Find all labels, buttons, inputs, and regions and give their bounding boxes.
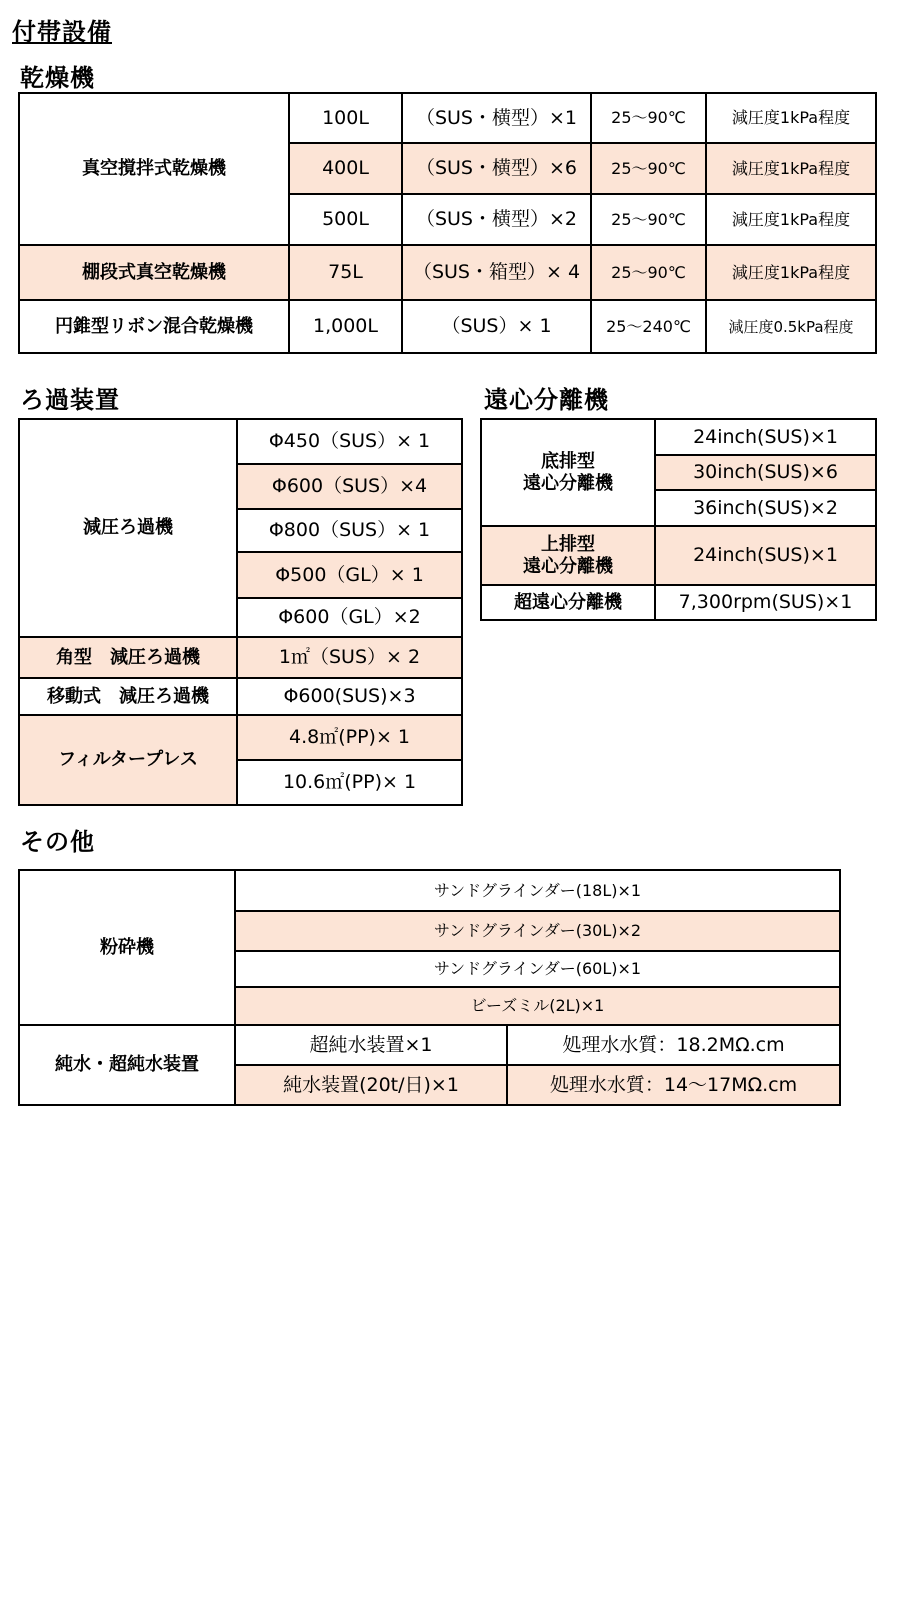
dryer-spec: （SUS・横型）×6 (402, 143, 591, 194)
mill-spec: ビーズミル(2L)×1 (235, 987, 840, 1025)
mobile-filter-name: 移動式 減圧ろ過機 (19, 678, 237, 715)
water-device: 純水装置(20t/日)×1 (235, 1065, 507, 1105)
dryer-spec: （SUS・横型）×2 (402, 194, 591, 245)
dryer-capacity: 400L (289, 143, 402, 194)
dryer-name-conical-ribbon: 円錐型リボン混合乾燥機 (19, 300, 289, 353)
name-line: 遠心分離機 (523, 472, 613, 494)
filter-press-name: フィルタープレス (19, 715, 237, 805)
centrifuge-spec: 30inch(SUS)×6 (655, 455, 876, 490)
centrifuge-spec: 36inch(SUS)×2 (655, 490, 876, 526)
ultracentrifuge-name: 超遠心分離機 (481, 585, 655, 620)
filter-spec: Φ600(SUS)×3 (237, 678, 462, 715)
square-filter-name: 角型 減圧ろ過機 (19, 637, 237, 678)
filtration-table (18, 418, 463, 806)
page-title: 付帯設備 (12, 18, 112, 46)
dryers-heading: 乾燥機 (20, 64, 95, 92)
filter-spec: 1㎡（SUS）× 2 (237, 637, 462, 678)
dryer-spec: （SUS・箱型）× 4 (402, 245, 591, 300)
centrifuge-heading: 遠心分離機 (484, 386, 609, 414)
water-device: 超純水装置×1 (235, 1025, 507, 1065)
vacuum-filter-name: 減圧ろ過機 (19, 419, 237, 637)
filter-spec: Φ500（GL）× 1 (237, 552, 462, 598)
centrifuge-table (480, 418, 877, 621)
centrifuge-spec: 24inch(SUS)×1 (655, 419, 876, 455)
mill-spec: サンドグラインダー(60L)×1 (235, 951, 840, 987)
bottom-discharge-centrifuge-name (481, 419, 655, 526)
filter-spec: Φ450（SUS）× 1 (237, 419, 462, 464)
filter-spec: 4.8㎡(PP)× 1 (237, 715, 462, 760)
filter-spec: 10.6㎡(PP)× 1 (237, 760, 462, 805)
dryer-temp: 25～240℃ (591, 300, 706, 353)
water-quality: 処理水水質：14～17MΩ.cm (507, 1065, 840, 1105)
name-line: 底排型 (541, 450, 595, 472)
filter-spec: Φ600（GL）×2 (237, 598, 462, 637)
mill-name: 粉砕機 (19, 870, 235, 1025)
filter-spec: Φ800（SUS）× 1 (237, 509, 462, 552)
filtration-heading: ろ過装置 (20, 386, 120, 414)
dryer-temp: 25～90℃ (591, 93, 706, 143)
filter-spec: Φ600（SUS）×4 (237, 464, 462, 509)
name-line: 上排型 (541, 533, 595, 555)
dryer-pressure: 減圧度1kPa程度 (706, 143, 876, 194)
dryer-temp: 25～90℃ (591, 143, 706, 194)
dryer-temp: 25～90℃ (591, 194, 706, 245)
pure-water-device-name: 純水・超純水装置 (19, 1025, 235, 1105)
dryer-pressure: 減圧度1kPa程度 (706, 93, 876, 143)
dryer-spec: （SUS）× 1 (402, 300, 591, 353)
dryer-pressure: 減圧度1kPa程度 (706, 245, 876, 300)
dryer-capacity: 75L (289, 245, 402, 300)
dryer-spec: （SUS・横型）×1 (402, 93, 591, 143)
dryer-pressure: 減圧度0.5kPa程度 (706, 300, 876, 353)
dryer-capacity: 500L (289, 194, 402, 245)
other-heading: その他 (20, 828, 95, 856)
top-discharge-centrifuge-name (481, 526, 655, 585)
dryer-name-vacuum-stirring: 真空撹拌式乾燥機 (19, 93, 289, 245)
dryers-table (18, 92, 877, 354)
dryer-capacity: 100L (289, 93, 402, 143)
other-table (18, 869, 841, 1106)
centrifuge-spec: 24inch(SUS)×1 (655, 526, 876, 585)
dryer-capacity: 1,000L (289, 300, 402, 353)
name-line: 遠心分離機 (523, 555, 613, 577)
mill-spec: サンドグラインダー(30L)×2 (235, 911, 840, 951)
water-quality: 処理水水質：18.2MΩ.cm (507, 1025, 840, 1065)
centrifuge-spec: 7,300rpm(SUS)×1 (655, 585, 876, 620)
dryer-name-shelf-vacuum: 棚段式真空乾燥機 (19, 245, 289, 300)
dryer-temp: 25～90℃ (591, 245, 706, 300)
mill-spec: サンドグラインダー(18L)×1 (235, 870, 840, 911)
dryer-pressure: 減圧度1kPa程度 (706, 194, 876, 245)
